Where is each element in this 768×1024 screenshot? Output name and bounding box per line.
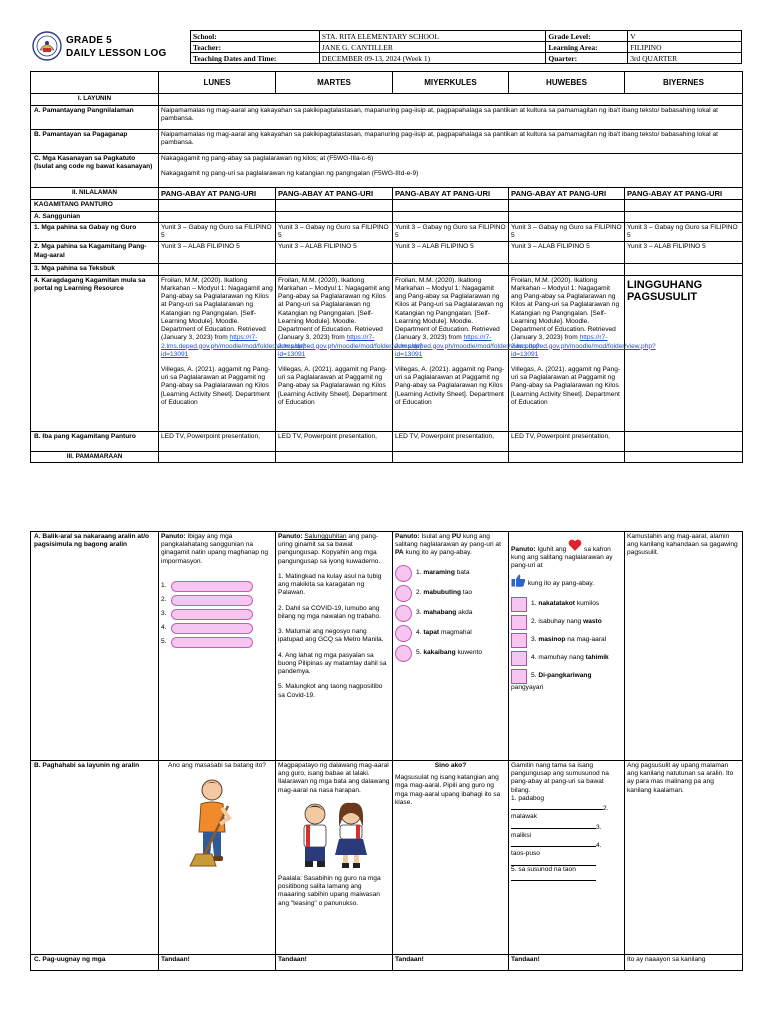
iba-text: LED TV, Powerpoint presentation, <box>276 431 393 451</box>
answer-circle[interactable] <box>395 645 412 662</box>
gabay-text: Yunit 3 – Gabay ng Guro sa FILIPINO 5 <box>509 222 625 241</box>
answer-circle[interactable] <box>395 625 412 642</box>
paghahabi-biyernes: Ang pagsusulit ay upang malaman ang kanilang natutunan sa aralin. Ito ay para mas malinang pa ang kanilang kaalaman. <box>625 761 743 955</box>
balikaral-martes: Panuto: Salungguhitan ang pang-uring ginamit sa sa bawat pangungusap. Kopyahin ang mga pangungusap sa iyong kuwaderno. 1. Matingkad na kulay asul na tubig ang makikita sa karagatan ng Palawan. 2. Dahil sa COVID-19, lumubo ang bilang ng mga nawalan ng trabaho. 3. Matumal ang negosyo nang ipatupad ang GCQ sa Metro Manila. 4. Ang lahat ng mga pasyalan sa buong Pilipinas ay matamlay dahil sa pandemya. 5. Malungkot ang taong nagpositibo sa Covid-19. <box>276 532 393 761</box>
paghahabi-miyerkules: Sino ako? Magsusulat ng isang katangian ang mga mag-aaral. Pipili ang guro ng mga mag-aaral upang ibahagi ito sa klase. <box>393 761 509 955</box>
balikaral-lunes: Panuto: Ibigay ang mga pangkalahatang sanggunian na ginagamit natin upang maghanap ng impormasyon. 1. 2. 3. 4. 5. <box>159 532 276 761</box>
gabay-text: Yunit 3 – Gabay ng Guro sa FILIPINO 5 <box>159 222 276 241</box>
day-header: BIYERNES <box>625 72 743 94</box>
portal-link[interactable]: https://r7-2.lms.deped.gov.ph/moodle/mod/folder/view.php?id=13091 <box>511 334 656 358</box>
layunin-heading: I. LAYUNIN <box>31 94 159 106</box>
answer-circle[interactable] <box>395 565 412 582</box>
gabay-text: Yunit 3 – Gabay ng Guro sa FILIPINO 5 <box>625 222 743 241</box>
kasanayan-text-2: Nakagagamit ng pang-uri sa paglalarawan ng katangian ng pangngalan (F5WG-IIId-e-9) <box>161 170 419 178</box>
info-table <box>190 30 742 64</box>
teacher-label: Teacher: <box>191 42 320 53</box>
kagamitan-heading: KAGAMITANG PANTURO <box>31 200 159 211</box>
grade-value: V <box>628 31 742 42</box>
answer-box[interactable] <box>511 669 527 684</box>
gabay-text: Yunit 3 – Gabay ng Guro sa FILIPINO 5 <box>393 222 509 241</box>
iba-text: LED TV, Powerpoint presentation, <box>509 431 625 451</box>
deped-seal-icon <box>32 31 62 61</box>
day-header: MARTES <box>276 72 393 94</box>
dates-label: Teaching Dates and Time: <box>191 53 320 64</box>
answer-box[interactable] <box>171 609 253 620</box>
answer-circle[interactable] <box>395 585 412 602</box>
portal-link[interactable]: https://r7-2.lms.deped.gov.ph/moodle/mod/folder/view.php?id=13091 <box>161 334 306 358</box>
lesson-table-top <box>30 71 743 463</box>
log-title: DAILY LESSON LOG <box>66 48 167 59</box>
sanggunian-label: A. Sanggunian <box>31 211 159 222</box>
portal-cell: Froilan, M.M. (2020). Ikatlong Markahan – Modyul 1: Nagagamit ang Pang-abay sa Paglalarawan ng Kilos at Pang-uri sa Paglalarawan ng Katangian ng Pangngalan. [Self-Learning Module]. Moodle. Department of Education. Retrieved (January 3, 2023) from https://r7-2.lms.deped.gov.ph/moodle/mod/folder/view.php?id=13091 Villegas, A. (2021). aggamit ng Pang-uri sa Paglalarawan at Paggamit ng Pang-abay sa Paglalarawan ng Kilos [Learning Activity Sheet]. Department of Education <box>393 275 509 431</box>
topic: PANG-ABAY AT PANG-URI <box>159 188 276 200</box>
pagaganap-text: Naipamamalas ng mag-aaral ang kakayahan sa pakikipagtalastasan, mapanuring pag-iisip at, pagpapahalaga sa pantikan at kultura sa pamamagitan ng iba't ibang teksto/ babasahing lokal at pambansa. <box>159 130 743 154</box>
pagugnay-biyernes: Ito ay naaayon sa kanilang <box>625 955 743 971</box>
two-students-icon <box>289 801 379 871</box>
lesson-log-header <box>30 30 742 64</box>
area-value: FILIPINO <box>628 42 742 53</box>
lingguhang-pagsusulit: LINGGUHANG PAGSUSULIT <box>627 278 703 303</box>
paghahabi-lunes: Ano ang masasabi sa batang ito? <box>159 761 276 955</box>
balikaral-biyernes: Kamustahin ang mag-aaral, alamin ang kanilang kahandaan sa gagawing pagsusulit. <box>625 532 743 761</box>
tandaan: Tandaan! <box>393 955 509 971</box>
kagamitan-text: Yunit 3 – ALAB FILIPINO 5 <box>509 242 625 264</box>
thumbs-up-icon <box>511 574 526 587</box>
heart-icon <box>568 539 582 552</box>
grade-title: GRADE 5 <box>66 35 112 46</box>
pagugnay-label: C. Pag-uugnay ng mga <box>31 955 159 971</box>
area-label: Learning Area: <box>546 42 628 53</box>
answer-box[interactable] <box>171 623 253 634</box>
school-value: STA. RITA ELEMENTARY SCHOOL <box>319 31 546 42</box>
answer-box[interactable] <box>171 595 253 606</box>
portal-cell: Froilan, M.M. (2020). Ikatlong Markahan – Modyul 1: Nagagamit ang Pang-abay sa Paglalarawan ng Kilos at Pang-uri sa Paglalarawan ng Katangian ng Pangngalan. [Self-Learning Module]. Moodle. Department of Education. Retrieved (January 3, 2023) from https://r7-2.lms.deped.gov.ph/moodle/mod/folder/view.php?id=13091 Villegas, A. (2021). aggamit ng Pang-uri sa Paglalarawan at Paggamit ng Pang-abay sa Paglalarawan ng Kilos [Learning Activity Sheet]. Department of Education <box>159 275 276 431</box>
paghahabi-label: B. Paghahabi sa layunin ng aralin <box>31 761 159 955</box>
portal-link[interactable]: https://r7-2.lms.deped.gov.ph/moodle/mod/folder/view.php?id=13091 <box>278 334 423 358</box>
answer-box[interactable] <box>511 615 527 630</box>
portal-cell: Froilan, M.M. (2020). Ikatlong Markahan – Modyul 1: Nagagamit ang Pang-abay sa Paglalarawan ng Kilos at Pang-uri sa Paglalarawan ng Katangian ng Pangngalan. [Self-Learning Module]. Moodle. Department of Education. Retrieved (January 3, 2023) from https://r7-2.lms.deped.gov.ph/moodle/mod/folder/view.php?id=13091 Villegas, A. (2021). aggamit ng Pang-uri sa Paglalarawan at Paggamit ng Pang-abay sa Paglalarawan ng Kilos [Learning Activity Sheet]. Department of Education <box>509 275 625 431</box>
gabay-label: 1. Mga pahina sa Gabay ng Guro <box>31 222 159 241</box>
tandaan: Tandaan! <box>276 955 393 971</box>
pamantayang-text: Naipamamalas ng mag-aaral ang kakayahan sa pakikipagtalastasan, mapanuring pag-iisip at, pagpapahalaga sa pantikan at kultura sa pamamagitan ng iba't ibang teksto/ babasahing lokal at pambansa. <box>159 106 743 130</box>
kasanayan-text-1: Nakagagamit ng pang-abay sa paglalarawan ng kilos; at (F5WG-IIIa-c-6) <box>161 155 374 162</box>
kagamitan-text: Yunit 3 – ALAB FILIPINO 5 <box>159 242 276 264</box>
day-header: MIYERKULES <box>393 72 509 94</box>
dates-value: DECEMBER 09-13, 2024 (Week 1) <box>319 53 546 64</box>
answer-box[interactable] <box>171 581 253 592</box>
lesson-table-bottom <box>30 531 743 971</box>
answer-box[interactable] <box>511 633 527 648</box>
balikaral-label: A. Balik-aral sa nakaraang aralin at/o pagsisimula ng bagong aralin <box>31 532 159 761</box>
boy-sweeping-icon <box>182 776 252 868</box>
answer-circle[interactable] <box>395 605 412 622</box>
teacher-value: JANE G. CANTILLER <box>319 42 546 53</box>
quarter-label: Quarter: <box>546 53 628 64</box>
iba-text: LED TV, Powerpoint presentation, <box>393 431 509 451</box>
quarter-value: 3rd QUARTER <box>628 53 742 64</box>
kagamitan-text: Yunit 3 – ALAB FILIPINO 5 <box>393 242 509 264</box>
topic: PANG-ABAY AT PANG-URI <box>509 188 625 200</box>
pamamaraan-heading: III. PAMAMARAAN <box>31 451 159 462</box>
kagamitan-text: Yunit 3 – ALAB FILIPINO 5 <box>276 242 393 264</box>
tandaan: Tandaan! <box>509 955 625 971</box>
answer-box[interactable] <box>511 597 527 612</box>
pamantayang-label: A. Pamantayang Pangnilalaman <box>31 106 159 130</box>
tandaan: Tandaan! <box>159 955 276 971</box>
answer-box[interactable] <box>511 651 527 666</box>
nilalaman-heading: II. NILALAMAN <box>31 188 159 200</box>
gabay-text: Yunit 3 – Gabay ng Guro sa FILIPINO 5 <box>276 222 393 241</box>
pagaganap-label: B. Pamantayan sa Pagaganap <box>31 130 159 154</box>
topic: PANG-ABAY AT PANG-URI <box>276 188 393 200</box>
day-header: HUWEBES <box>509 72 625 94</box>
topic: PANG-ABAY AT PANG-URI <box>393 188 509 200</box>
school-label: School: <box>191 31 320 42</box>
paghahabi-martes: Magpapatayo ng dalawang mag-aaral ang guro, isang babae at lalaki. Ilalarawan ng mga bata ang dalawang mag-aaral na nasa harapan. Paalala: Sasabihin ng guro na mga positibong salita lamang ang maaaring sabihin upang maiwasan ang "teasing" o panunukso. <box>276 761 393 955</box>
kagamitan-text: Yunit 3 – ALAB FILIPINO 5 <box>625 242 743 264</box>
answer-box[interactable] <box>171 637 253 648</box>
topic: PANG-ABAY AT PANG-URI <box>625 188 743 200</box>
portal-link[interactable]: https://r7-2.lms.deped.gov.ph/moodle/mod/folder/view.php?id=13091 <box>395 334 540 358</box>
kasanayan-label: C. Mga Kasanayan sa Pagkatuto (Isulat ang code ng bawat kasanayan) <box>31 154 159 188</box>
day-header: LUNES <box>159 72 276 94</box>
balikaral-miyerkules: Panuto: Isulat ang PU kung ang salitang naglalarawan ay pang-uri at PA kung ito ay pang-abay. 1. maraming bata 2. mabubuting tao 3. mahabang akda 4. tapat magmahal 5. kakaibang kuwento <box>393 532 509 761</box>
balikaral-huwebes: Panuto: Iguhit ang sa kahon kung ang salitang naglalarawan ay pang-uri at kung ito ay pang-abay. 1. nakatatakot kumilos 2. isabuhay nang wasto 3. masinop na mag-aaral 4. mamuhay nang tahimik 5. Di-pangkariwang pangyayari <box>509 532 625 761</box>
teksbuk-label: 3. Mga pahina sa Teksbuk <box>31 264 159 275</box>
grade-label: Grade Level: <box>546 31 628 42</box>
iba-text: LED TV, Powerpoint presentation, <box>159 431 276 451</box>
portal-cell: Froilan, M.M. (2020). Ikatlong Markahan – Modyul 1: Nagagamit ang Pang-abay sa Paglalarawan ng Kilos at Pang-uri sa Paglalarawan ng Katangian ng Pangngalan. [Self-Learning Module]. Moodle. Department of Education. Retrieved (January 3, 2023) from https://r7-2.lms.deped.gov.ph/moodle/mod/folder/view.php?id=13091 Villegas, A. (2021). aggamit ng Pang-uri sa Paglalarawan at Paggamit ng Pang-abay sa Paglalarawan ng Kilos [Learning Activity Sheet]. Department of Education <box>276 275 393 431</box>
kagamitan-pm-label: 2. Mga pahina sa Kagamitang Pang-Mag-aaral <box>31 242 159 264</box>
iba-label: B. Iba pang Kagamitang Panturo <box>31 431 159 451</box>
portal-label: 4. Karagdagang Kagamitan mula sa portal ng Learning Resource <box>31 275 159 431</box>
paghahabi-huwebes: Gamitin nang tama sa isang pangungusap ang sumusunod na pang-abay at pang-uri sa bawat bilang. 1. padabog 2. malawak 3. maliksi 4. taos-puso 5. sa susunod na taon <box>509 761 625 955</box>
